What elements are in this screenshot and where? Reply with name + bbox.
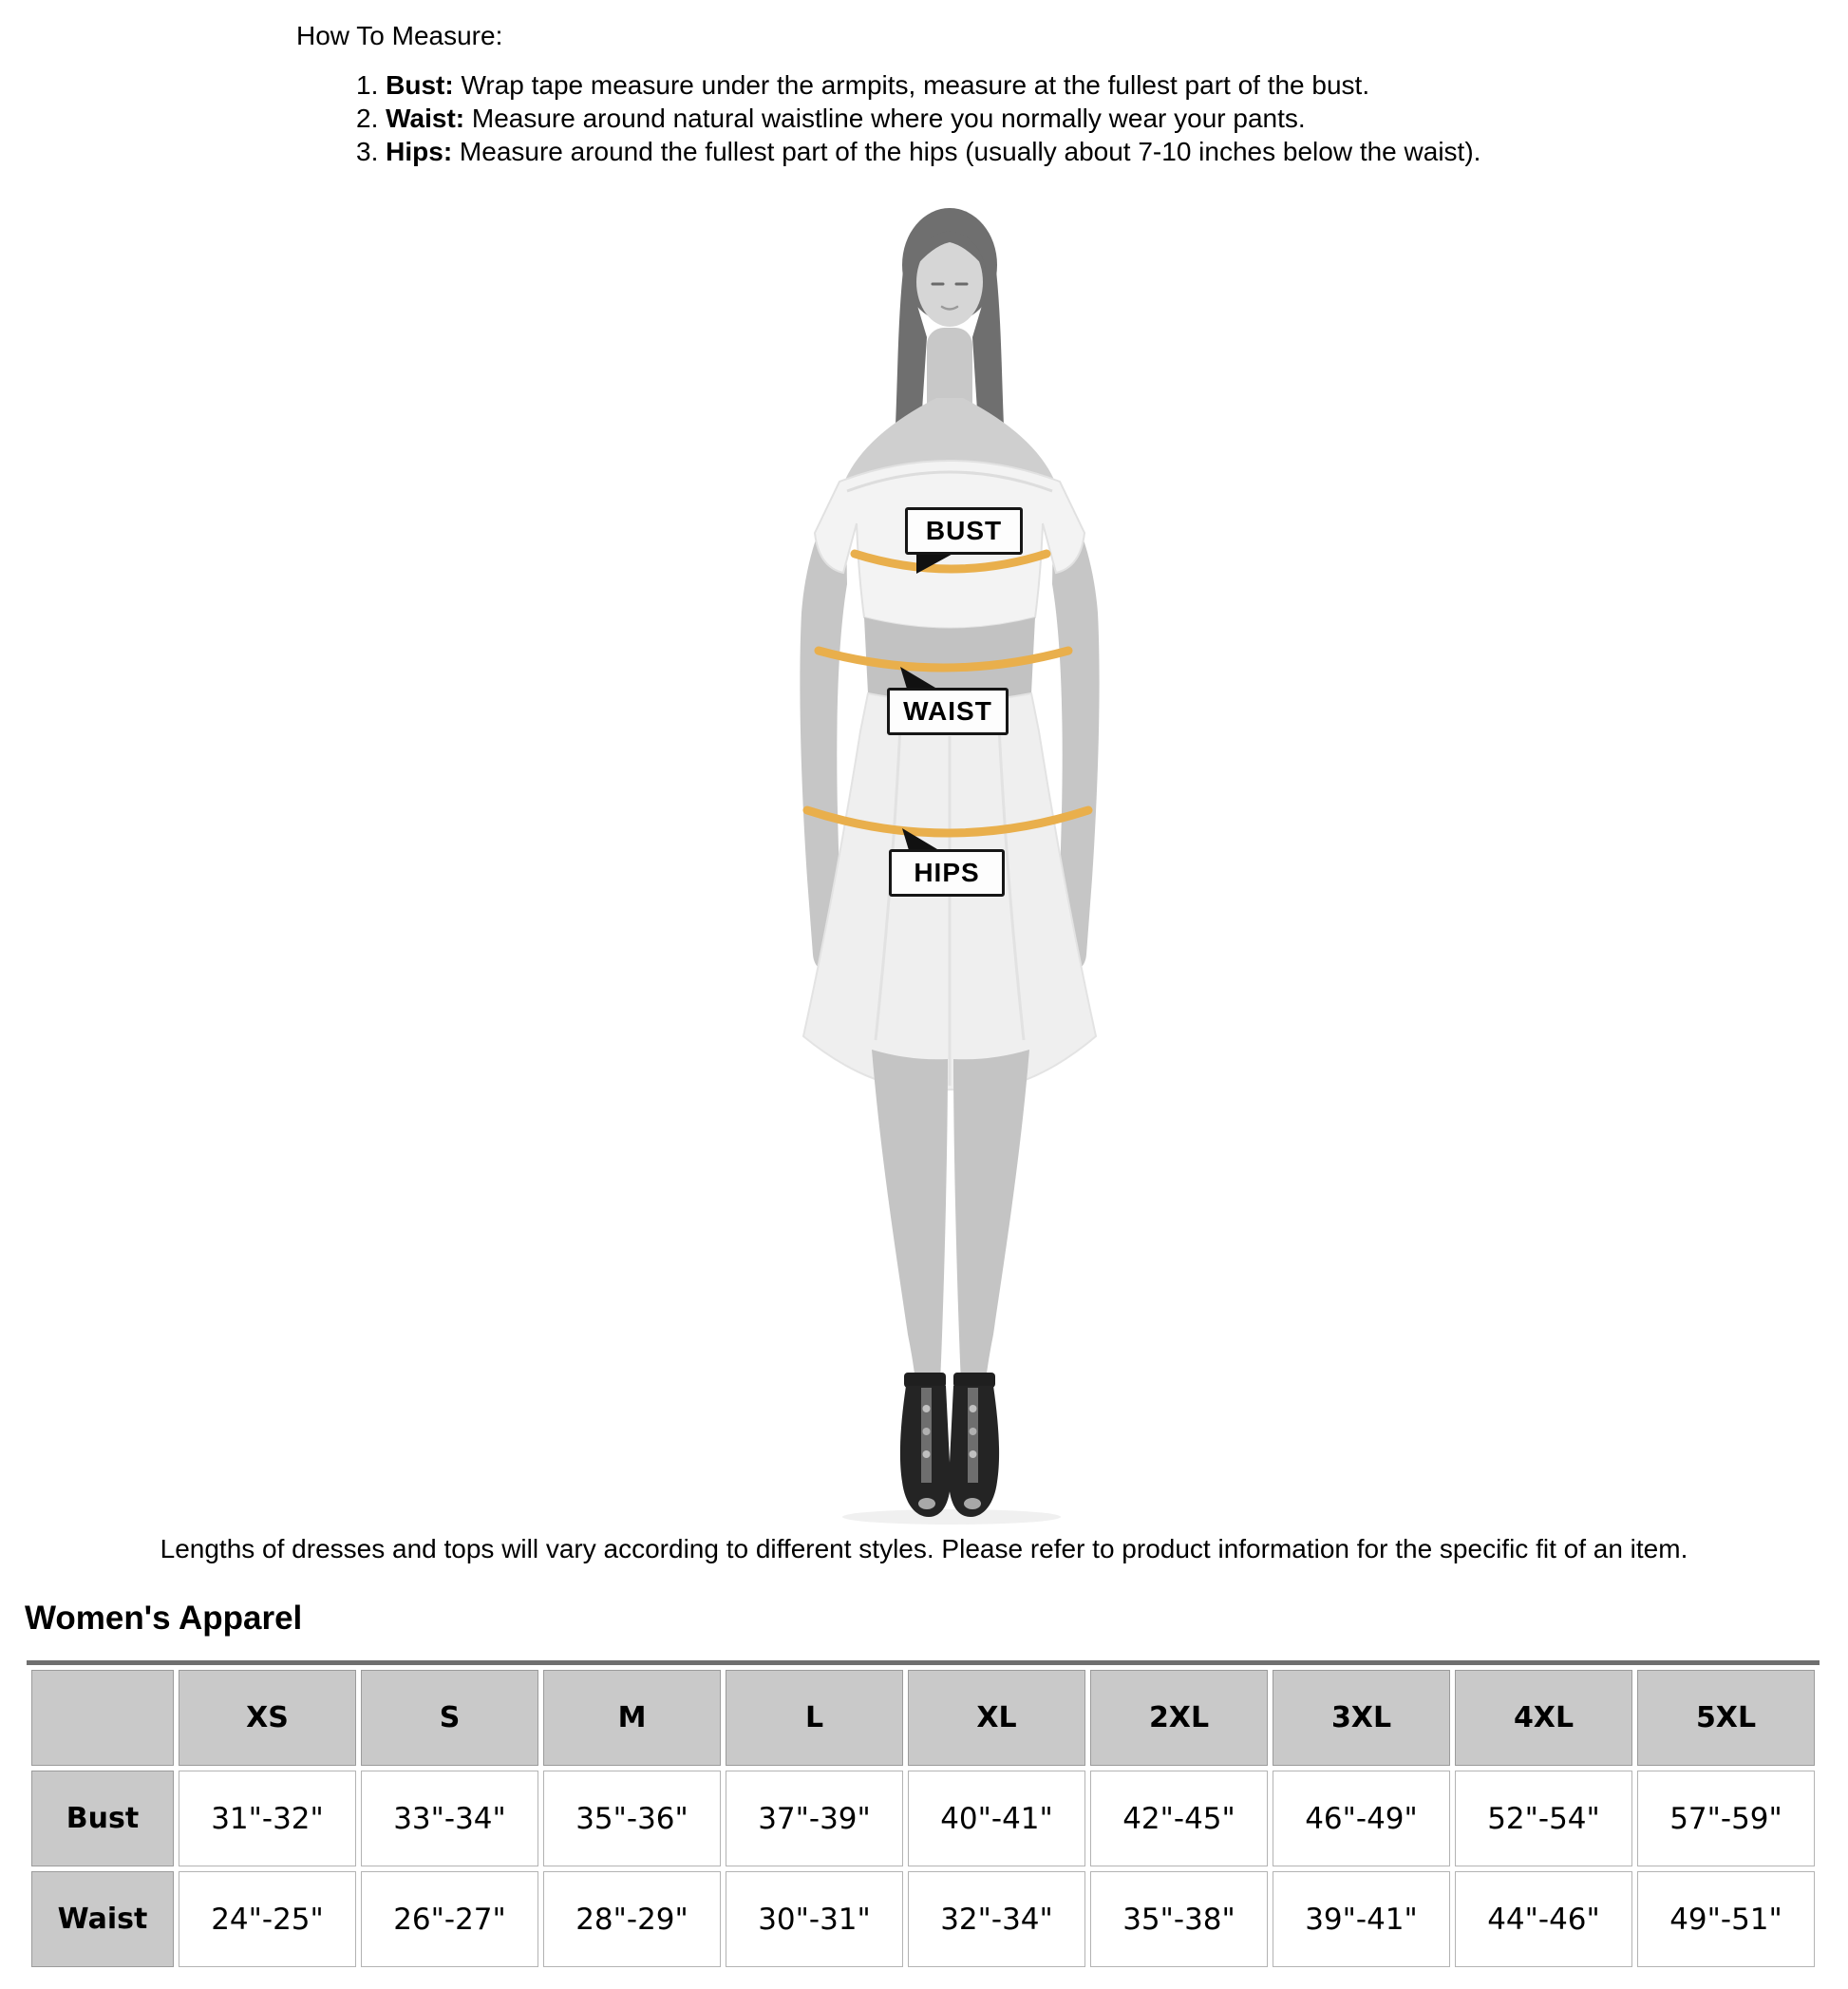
size-value-cell: 44"-46" bbox=[1455, 1871, 1632, 1967]
size-table-row bbox=[31, 1771, 1815, 1866]
size-value-cell: 24"-25" bbox=[179, 1871, 356, 1967]
size-chart-title: Women's Apparel bbox=[25, 1600, 303, 1637]
row-label: Waist bbox=[31, 1871, 174, 1967]
size-table-body bbox=[31, 1771, 1815, 1967]
measure-item-label: Bust: bbox=[386, 70, 454, 100]
corner-cell bbox=[31, 1670, 174, 1766]
size-value-cell: 52"-54" bbox=[1455, 1771, 1632, 1866]
size-table-header-row bbox=[31, 1670, 1815, 1766]
size-table-row bbox=[31, 1871, 1815, 1967]
size-value-cell: 35"-38" bbox=[1090, 1871, 1268, 1967]
size-value-cell: 26"-27" bbox=[361, 1871, 538, 1967]
size-col-header: 2XL bbox=[1090, 1670, 1268, 1766]
measure-list-item: 1. Bust: Wrap tape measure under the armpits, measure at the fullest part of the bust. bbox=[356, 70, 1370, 100]
size-value-cell: 35"-36" bbox=[543, 1771, 721, 1866]
fit-note: Lengths of dresses and tops will vary according to different styles. Please refer to product information for the specific fit of an item. bbox=[160, 1534, 1688, 1563]
size-col-header: XL bbox=[908, 1670, 1085, 1766]
size-col-header: 4XL bbox=[1455, 1670, 1632, 1766]
shoes bbox=[900, 1373, 999, 1517]
size-value-cell: 28"-29" bbox=[543, 1871, 721, 1967]
size-value-cell: 40"-41" bbox=[908, 1771, 1085, 1866]
how-to-measure-title: How To Measure: bbox=[296, 21, 503, 50]
size-value-cell: 37"-39" bbox=[726, 1771, 903, 1866]
size-col-header: S bbox=[361, 1670, 538, 1766]
measure-list-item: 2. Waist: Measure around natural waistline where you normally wear your pants. bbox=[356, 104, 1306, 133]
size-col-header: L bbox=[726, 1670, 903, 1766]
hips-callout: HIPS bbox=[889, 849, 1005, 897]
measure-list-item: 3. Hips: Measure around the fullest part of the hips (usually about 7-10 inches below the waist). bbox=[356, 137, 1481, 166]
row-label: Bust bbox=[31, 1771, 174, 1866]
measure-list bbox=[356, 68, 1848, 168]
size-value-cell: 31"-32" bbox=[179, 1771, 356, 1866]
size-value-cell: 46"-49" bbox=[1273, 1771, 1450, 1866]
how-to-measure-section bbox=[0, 0, 1848, 168]
size-value-cell: 30"-31" bbox=[726, 1871, 903, 1967]
size-col-header: XS bbox=[179, 1670, 356, 1766]
size-col-header: 5XL bbox=[1637, 1670, 1815, 1766]
size-value-cell: 42"-45" bbox=[1090, 1771, 1268, 1866]
measure-item-label: Hips: bbox=[386, 137, 453, 166]
size-value-cell: 57"-59" bbox=[1637, 1771, 1815, 1866]
size-value-cell: 39"-41" bbox=[1273, 1871, 1450, 1967]
size-value-cell: 49"-51" bbox=[1637, 1871, 1815, 1967]
size-col-header: 3XL bbox=[1273, 1670, 1450, 1766]
size-value-cell: 32"-34" bbox=[908, 1871, 1085, 1967]
size-chart bbox=[27, 1660, 1820, 1972]
ground-shadow bbox=[842, 1509, 1061, 1525]
size-value-cell: 33"-34" bbox=[361, 1771, 538, 1866]
model-figure-area bbox=[0, 195, 1848, 1526]
waist-callout: WAIST bbox=[887, 688, 1009, 735]
measure-item-label: Waist: bbox=[386, 104, 465, 133]
bust-callout: BUST bbox=[905, 507, 1023, 555]
size-table bbox=[27, 1665, 1820, 1972]
legs bbox=[872, 1050, 1029, 1384]
size-col-header: M bbox=[543, 1670, 721, 1766]
